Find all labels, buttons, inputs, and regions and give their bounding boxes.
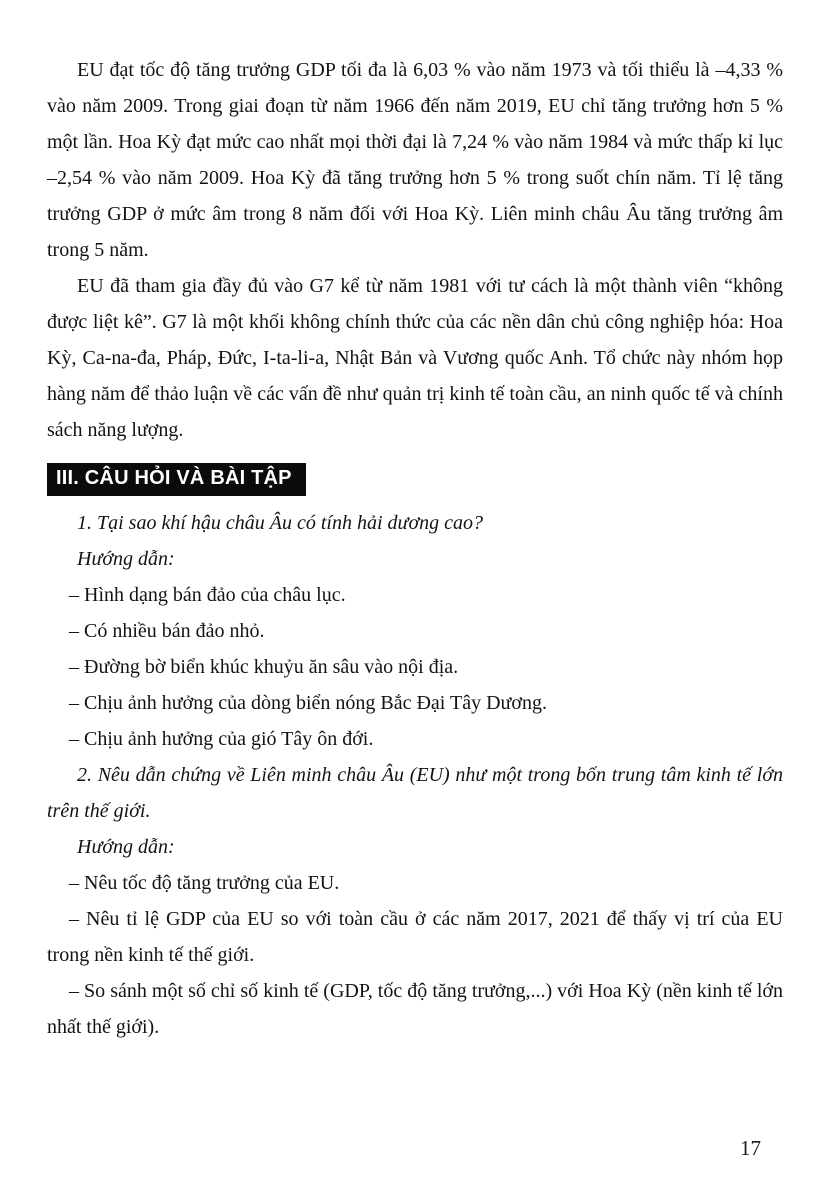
question-1-point: – Chịu ảnh hưởng của dòng biển nóng Bắc Đại Tây Dương. (69, 692, 547, 714)
body-paragraph-gdp-growth: EU đạt tốc độ tăng trưởng GDP tối đa là 6,03 % vào năm 1973 và tối thiểu là –4,33 % vào năm 2009. Trong giai đoạn từ năm 1966 đến năm 2019, EU chỉ tăng trưởng hơn 5 % một lần. Hoa Kỳ đạt mức cao nhất mọi thời đại là 7,24 % vào năm 1984 và mức thấp kỉ lục –2,54 % vào năm 2009. Hoa Kỳ đã tăng trưởng hơn 5 % trong suốt chín năm. Tỉ lệ tăng trưởng GDP ở mức âm trong 8 năm đối với Hoa Kỳ. Liên minh châu Âu tăng trưởng âm trong 5 năm. (47, 59, 783, 261)
guide-label-2: Hướng dẫn: (77, 836, 175, 858)
question-2-point: – Nêu tỉ lệ GDP của EU so với toàn cầu ở các năm 2017, 2021 để thấy vị trí của EU trong nền kinh tế thế giới. (47, 908, 783, 966)
question-2-point: – Nêu tốc độ tăng trưởng của EU. (69, 872, 340, 894)
question-2: 2. Nêu dẫn chứng về Liên minh châu Âu (EU) như một trong bốn trung tâm kinh tế lớn trên thế giới. (47, 764, 783, 822)
guide-label-1: Hướng dẫn: (77, 548, 175, 570)
question-1-point: – Hình dạng bán đảo của châu lục. (69, 584, 346, 606)
body-paragraph-g7: EU đã tham gia đầy đủ vào G7 kể từ năm 1981 với tư cách là một thành viên “không được liệt kê”. G7 là một khối không chính thức của các nền dân chủ công nghiệp hóa: Hoa Kỳ, Ca-na-đa, Pháp, Đức, I-ta-li-a, Nhật Bản và Vương quốc Anh. Tổ chức này nhóm họp hàng năm để thảo luận về các vấn đề như quản trị kinh tế toàn cầu, an ninh quốc tế và chính sách năng lượng. (47, 275, 783, 441)
section-heading-questions-exercises: III. CÂU HỎI VÀ BÀI TẬP (47, 463, 306, 496)
question-1-point: – Đường bờ biển khúc khuỷu ăn sâu vào nội địa. (69, 656, 459, 678)
question-1-point: – Chịu ảnh hưởng của gió Tây ôn đới. (69, 728, 374, 750)
question-1: 1. Tại sao khí hậu châu Âu có tính hải dương cao? (77, 512, 483, 534)
question-2-point: – So sánh một số chỉ số kinh tế (GDP, tốc độ tăng trưởng,...) với Hoa Kỳ (nền kinh tế lớn nhất thế giới). (47, 980, 783, 1038)
section-heading-container (47, 463, 783, 496)
question-1-point: – Có nhiều bán đảo nhỏ. (69, 620, 265, 642)
page-number: 17 (740, 1136, 761, 1160)
